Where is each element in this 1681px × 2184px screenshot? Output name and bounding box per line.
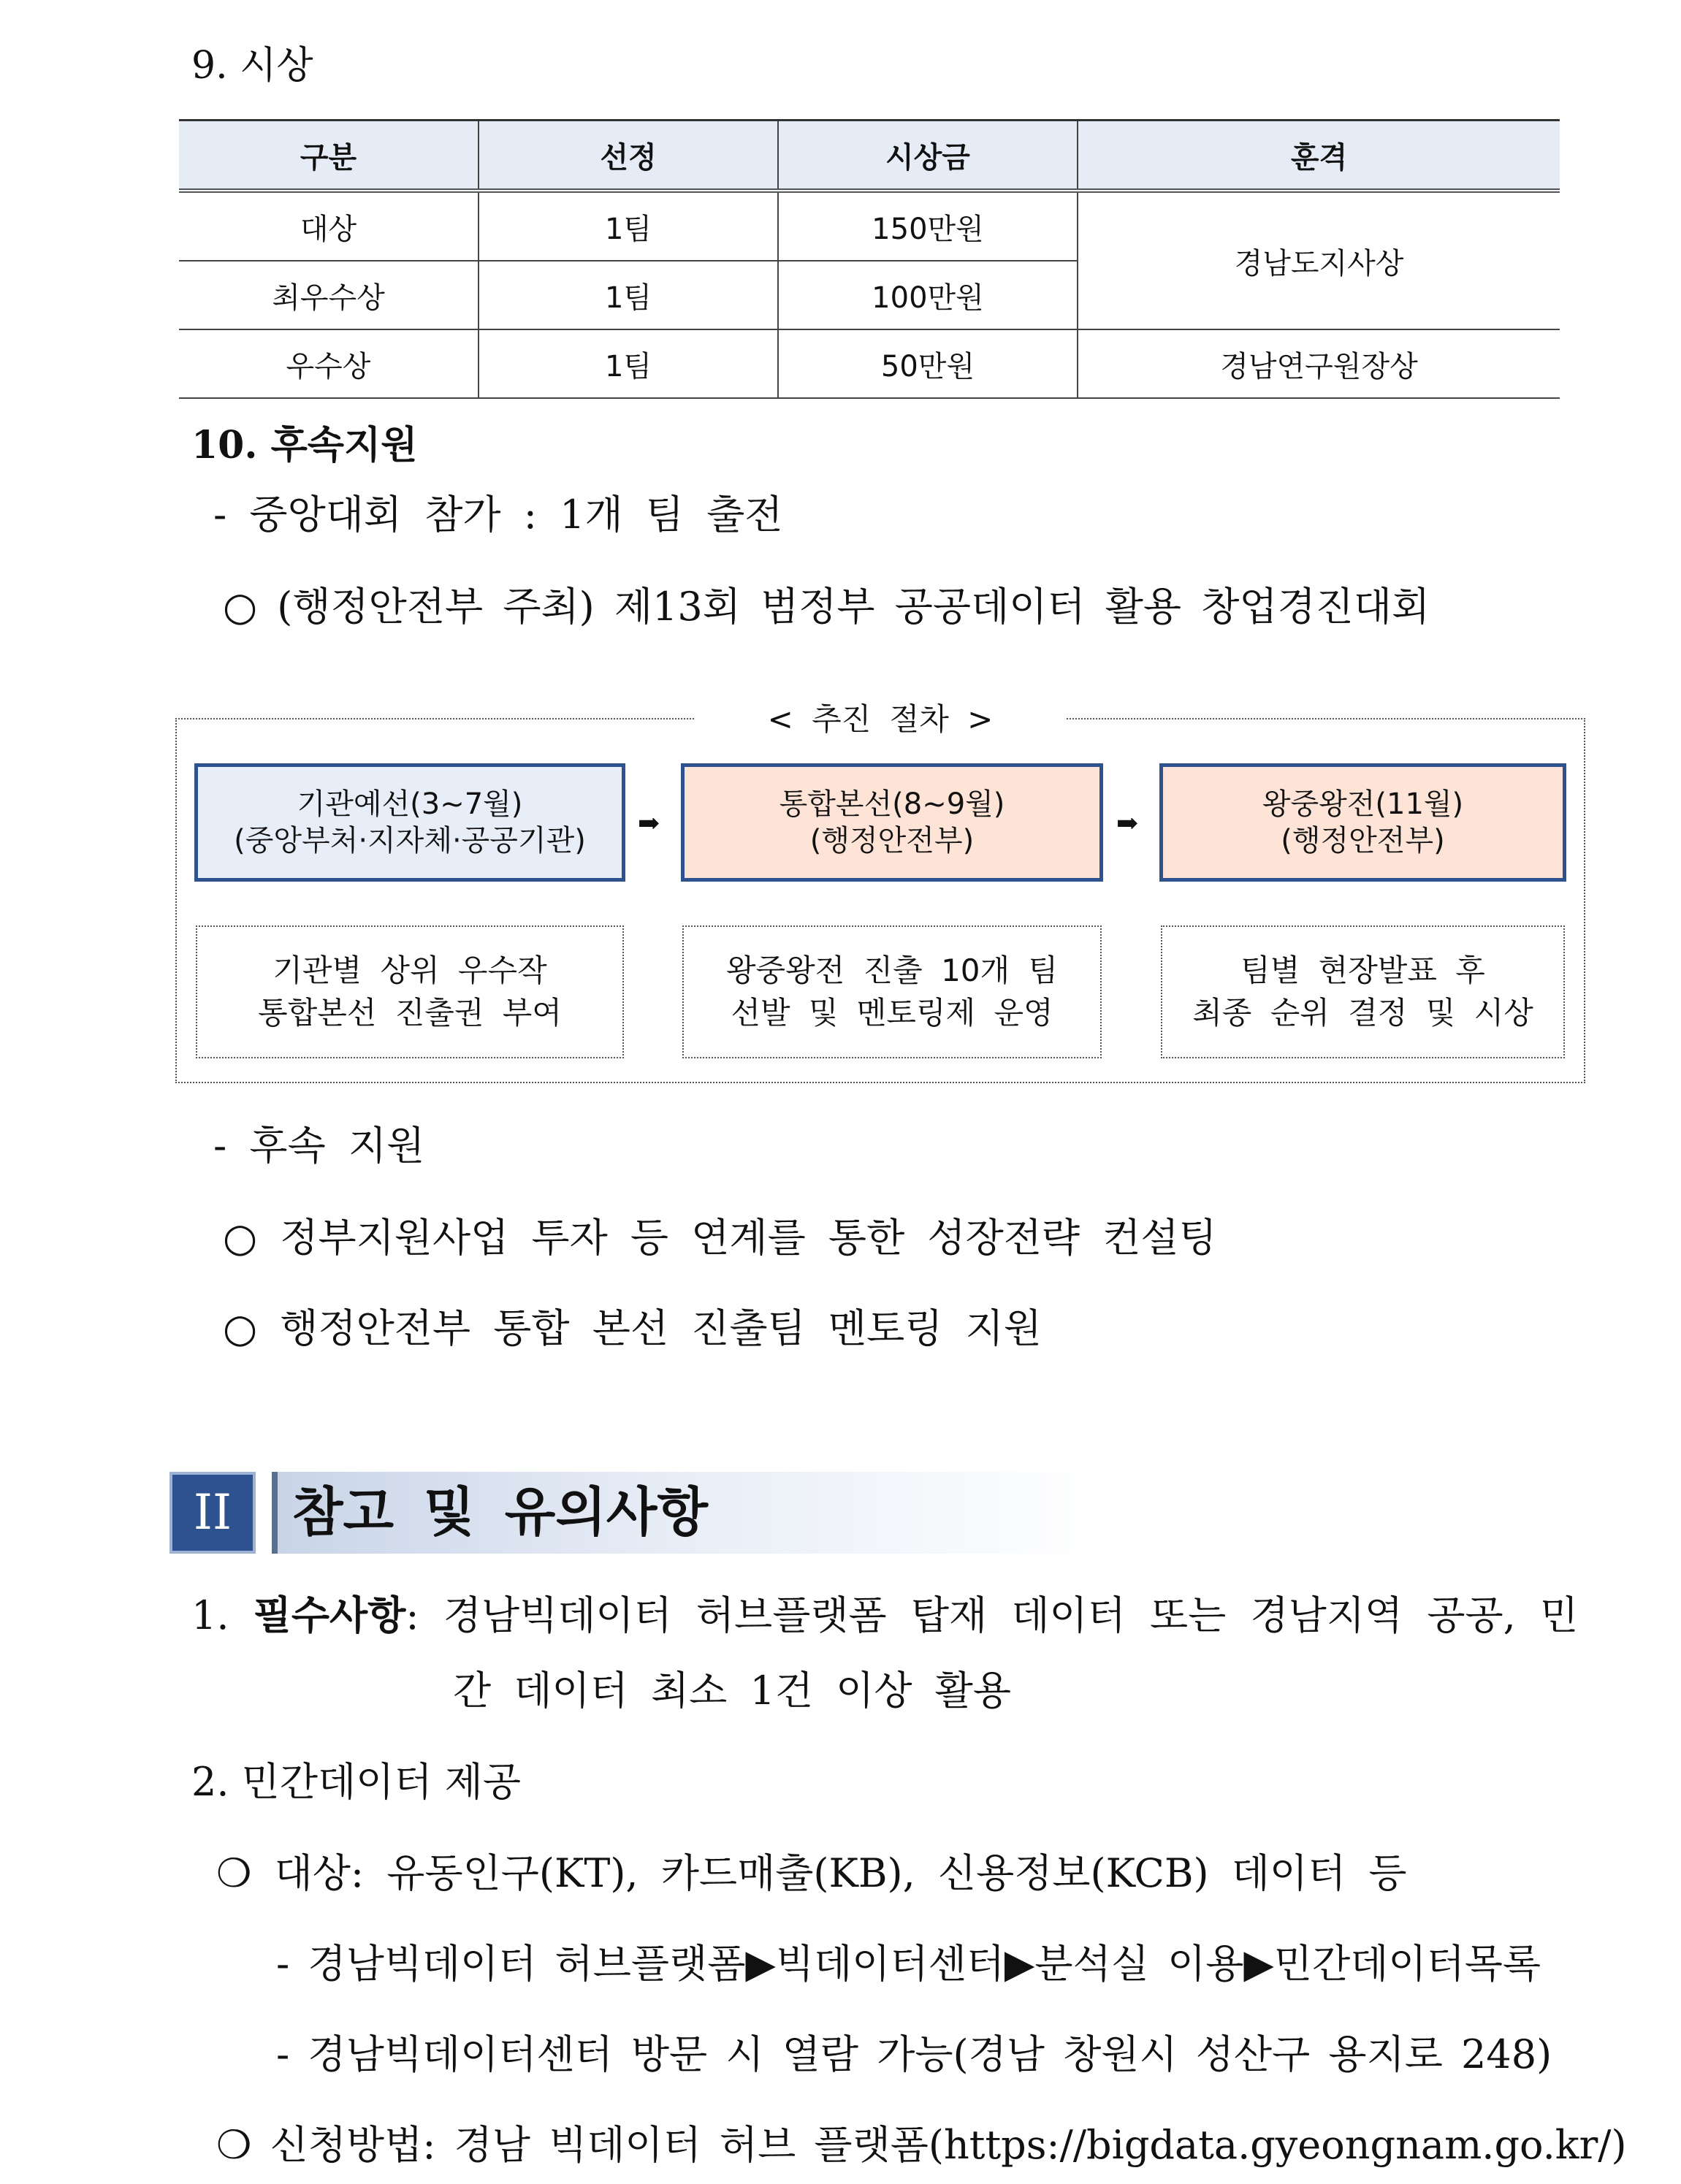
required-label: 필수사항: [253, 1592, 406, 1638]
stage-label: 기관예선(3~7월): [297, 787, 523, 821]
contest-detail-line: ○ (행정안전부 주최) 제13회 범정부 공공데이터 활용 창업경진대회: [223, 584, 1430, 630]
stage-integrated-final: [681, 763, 1103, 882]
cell-count: 1팀: [479, 261, 778, 329]
stage-label: 왕중왕전(11월): [1262, 787, 1464, 821]
required-item: [191, 1591, 1578, 1640]
description-line: 통합본선 진출권 부여: [258, 995, 562, 1031]
required-text-continued: 간 데이터 최소 1건 이상 활용: [453, 1668, 1011, 1714]
cell-category: 최우수상: [179, 261, 479, 329]
followup-item: ○ 행정안전부 통합 본선 진출팀 멘토링 지원: [223, 1305, 1042, 1351]
process-title: < 추진 절차 >: [694, 698, 1067, 741]
target-line: [216, 1849, 1407, 1898]
apply-text: 신청방법: 경남 빅데이터 허브 플랫폼(https://bigdata.gyeongnam.go.kr/): [270, 2122, 1627, 2168]
arrow-icon: ➡: [1116, 809, 1139, 839]
section10-heading: 10. 후속지원: [191, 423, 418, 467]
section-number-badge: II: [169, 1472, 256, 1554]
bullet-circle-icon: ❍: [216, 2122, 252, 2168]
description-line: 기관별 상위 우수작: [272, 952, 547, 988]
visit-line: - 경남빅데이터센터 방문 시 열람 가능(경남 창원시 성산구 용지로 248): [276, 2031, 1552, 2077]
table-header-category: 구분: [179, 121, 479, 191]
cell-count: 1팀: [479, 329, 778, 398]
cell-prize: 100만원: [778, 261, 1078, 329]
description-line: 선발 및 멘토링제 운영: [731, 995, 1053, 1031]
description-line: 왕중왕전 진출 10개 팀: [725, 952, 1059, 988]
stage-grand-final: [1159, 763, 1566, 882]
path-line: - 경남빅데이터 허브플랫폼▶빅데이터센터▶분석실 이용▶민간데이터목록: [276, 1941, 1541, 1987]
private-data-heading: 2. 민간데이터 제공: [191, 1759, 521, 1805]
cell-category: 대상: [179, 191, 479, 261]
required-number: 1.: [191, 1592, 229, 1638]
stage-description: [196, 925, 624, 1058]
cell-category: 우수상: [179, 329, 479, 398]
stage-agency-prelim: [194, 763, 625, 882]
section-title-bar-edge: [272, 1472, 278, 1554]
stage-sublabel: (중앙부처·지자체·공공기관): [234, 824, 586, 858]
followup-title: - 후속 지원: [213, 1123, 425, 1169]
followup-item: ○ 정부지원사업 투자 등 연계를 통한 성장전략 컨설팅: [223, 1215, 1217, 1261]
cell-honor-merged: 경남도지사상: [1078, 191, 1560, 329]
cell-prize: 50만원: [778, 329, 1078, 398]
stage-sublabel: (행정안전부): [809, 824, 975, 858]
table-header-count: 선정: [479, 121, 778, 191]
table-header-prize: 시상금: [778, 121, 1078, 191]
cell-prize: 150만원: [778, 191, 1078, 261]
cell-honor: 경남연구원장상: [1078, 329, 1560, 398]
cell-count: 1팀: [479, 191, 778, 261]
table-row: [179, 329, 1560, 398]
section-title: 참고 및 유의사항: [292, 1481, 708, 1543]
apply-line: [216, 2121, 1627, 2169]
stage-label: 통합본선(8~9월): [779, 787, 1005, 821]
description-line: 최종 순위 결정 및 시상: [1192, 995, 1533, 1031]
section9-heading: 9. 시상: [191, 44, 313, 88]
awards-table: [179, 119, 1560, 399]
table-header-row: [179, 121, 1560, 191]
arrow-icon: ➡: [638, 809, 660, 839]
stage-description: [1161, 925, 1565, 1058]
table-row: [179, 191, 1560, 261]
required-text: : 경남빅데이터 허브플랫폼 탑재 데이터 또는 경남지역 공공, 민: [405, 1592, 1579, 1638]
target-text: 대상: 유동인구(KT), 카드매출(KB), 신용정보(KCB) 데이터 등: [274, 1850, 1407, 1896]
table-header-honor: 훈격: [1078, 121, 1560, 191]
central-contest-line: - 중앙대회 참가 : 1개 팀 출전: [213, 492, 783, 538]
stage-sublabel: (행정안전부): [1281, 824, 1445, 858]
description-line: 팀별 현장발표 후: [1240, 952, 1485, 988]
stage-description: [682, 925, 1102, 1058]
bullet-circle-icon: ❍: [216, 1850, 252, 1896]
